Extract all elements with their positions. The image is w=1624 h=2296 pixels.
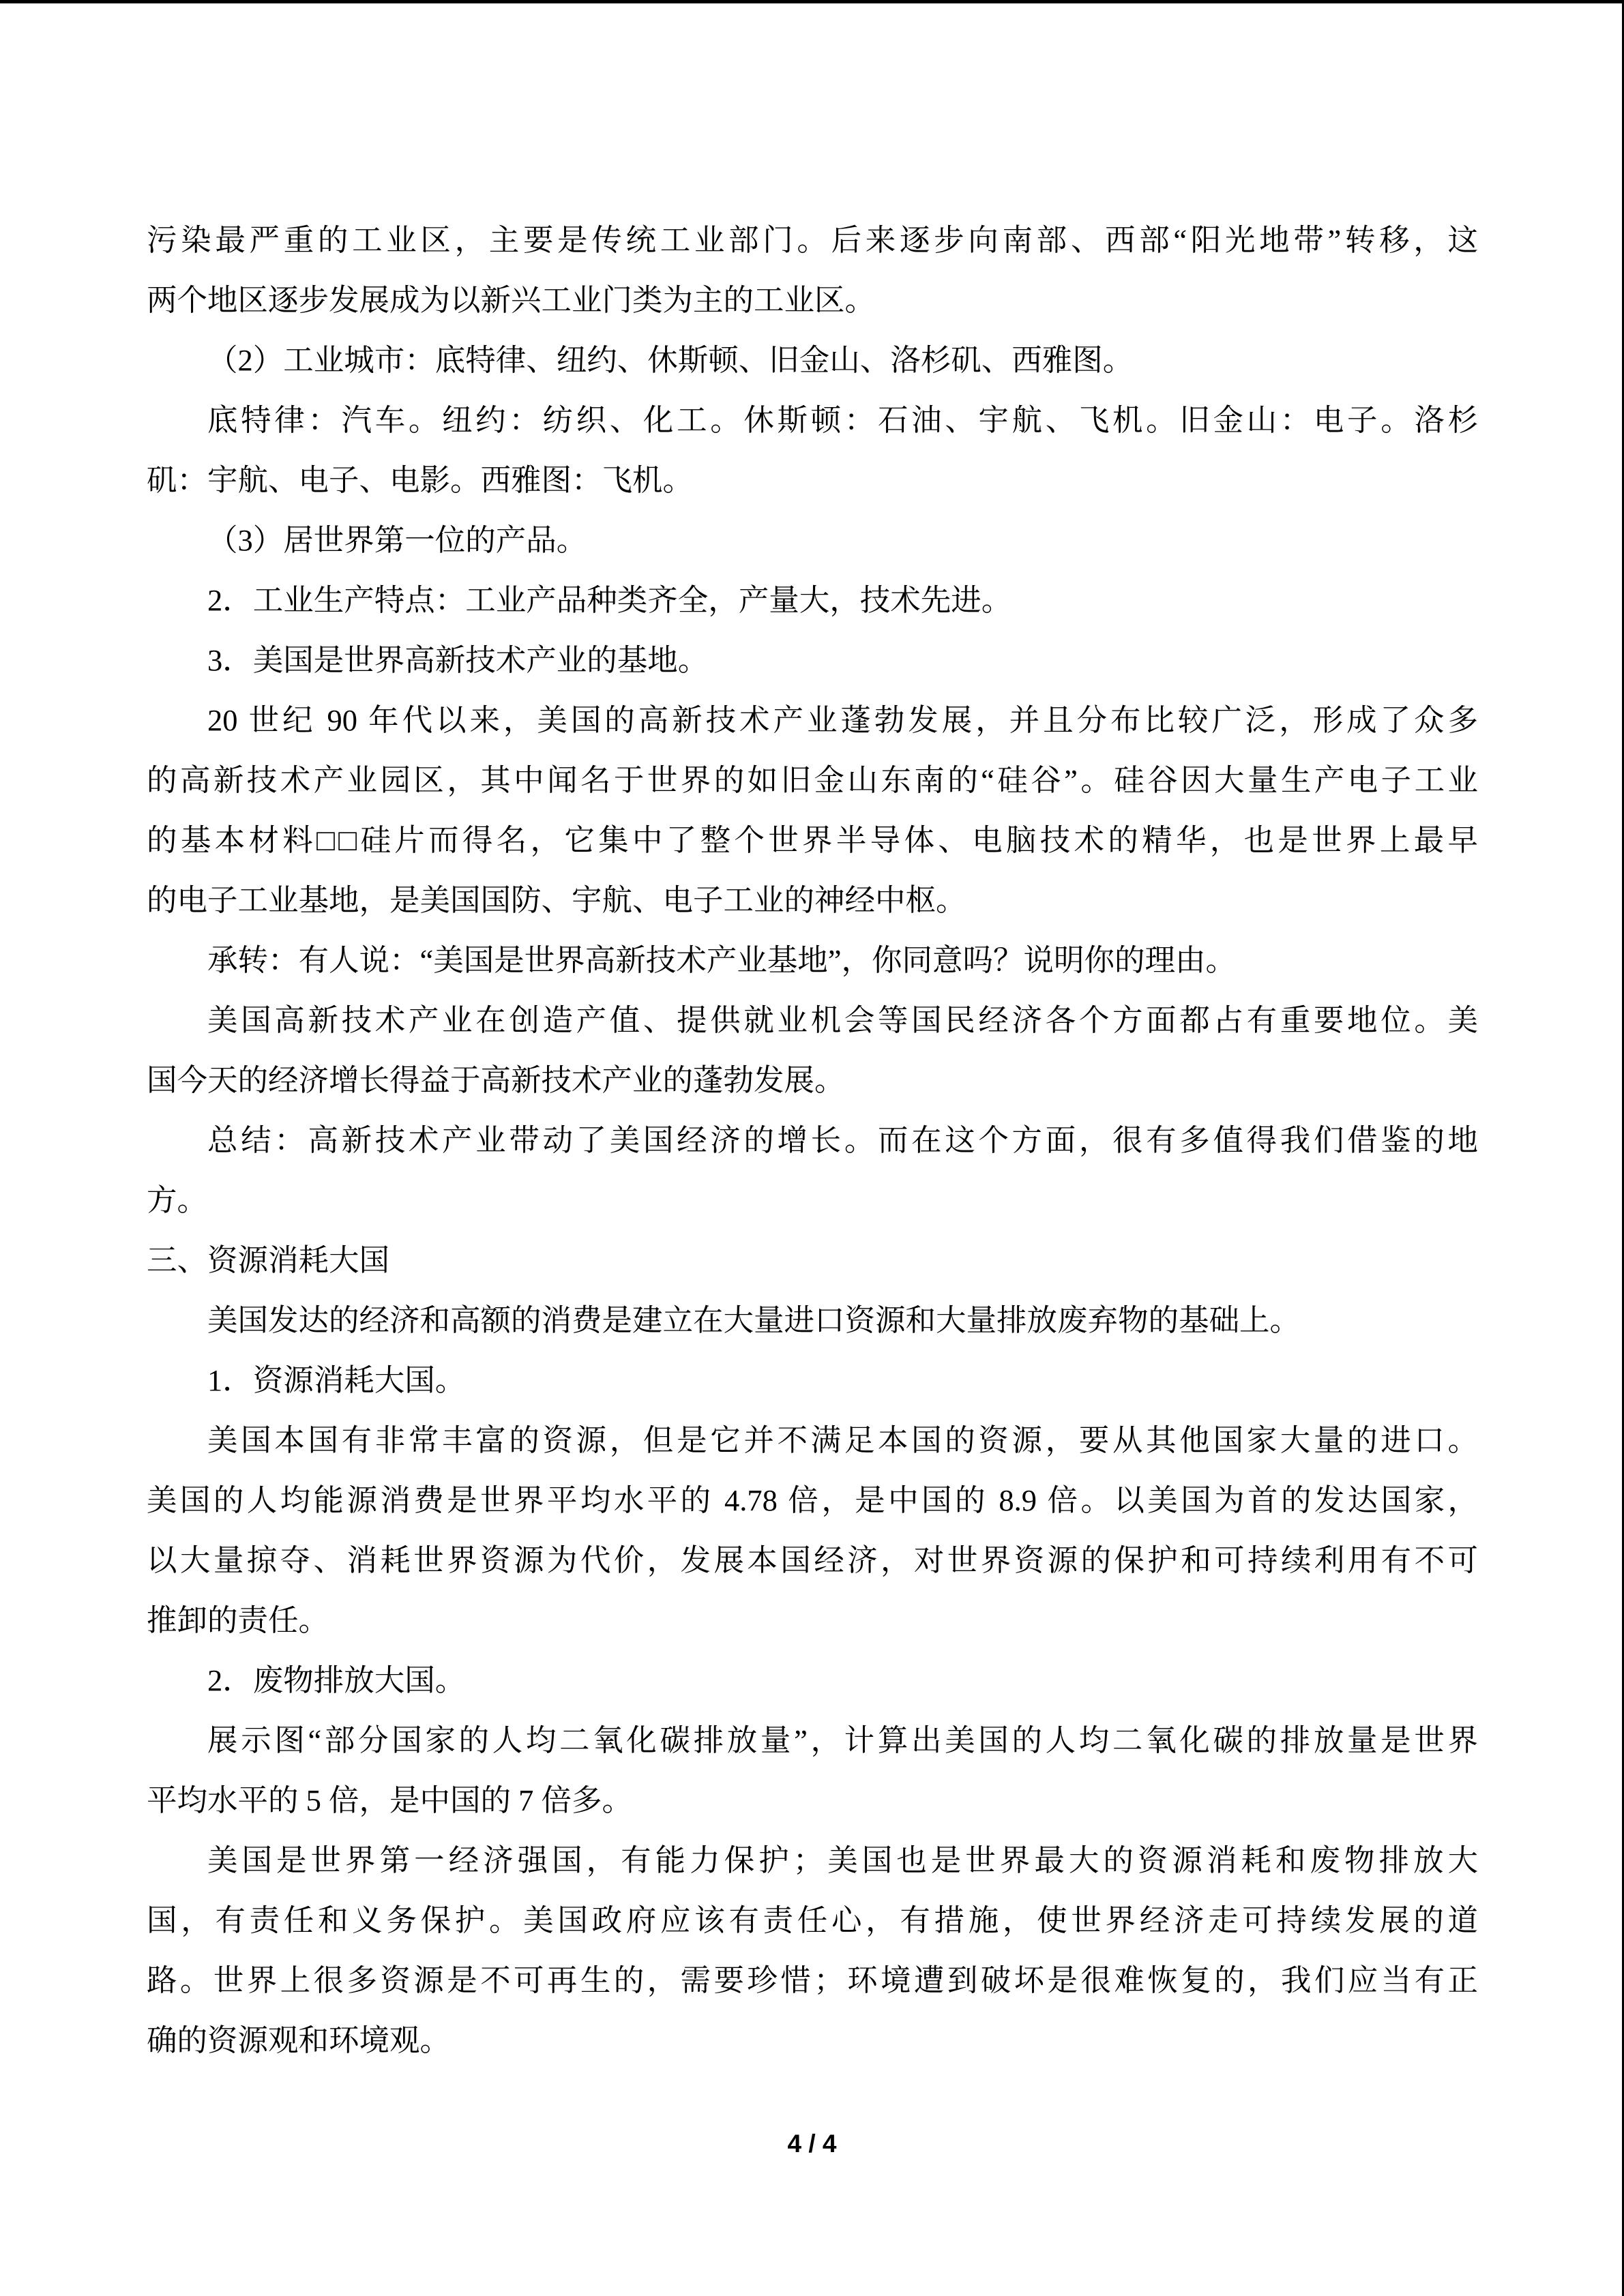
text-line: 污染最严重的工业区，主要是传统工业部门。后来逐步向南部、西部“阳光地带”转移，这	[147, 223, 1478, 257]
text-line: 三、资源消耗大国	[147, 1243, 390, 1277]
text-line: 总结：高新技术产业带动了美国经济的增长。而在这个方面，很有多值得我们借鉴的地	[207, 1123, 1478, 1157]
text-line: 平均水平的 5 倍，是中国的 7 倍多。	[147, 1783, 633, 1817]
text-line: 2．工业生产特点：工业产品种类齐全，产量大，技术先进。	[207, 583, 1012, 617]
text-line: 美国本国有非常丰富的资源，但是它并不满足本国的资源，要从其他国家大量的进口。	[207, 1423, 1478, 1457]
text-line: 底特律：汽车。纽约：纺织、化工。休斯顿：石油、宇航、飞机。旧金山：电子。洛杉	[207, 403, 1478, 437]
text-line: 的电子工业基地，是美国国防、宇航、电子工业的神经中枢。	[147, 883, 966, 917]
text-line: （3）居世界第一位的产品。	[207, 523, 587, 557]
text-line: 的高新技术产业园区，其中闻名于世界的如旧金山东南的“硅谷”。硅谷因大量生产电子工业	[147, 763, 1478, 797]
page-number: 4 / 4	[787, 2130, 837, 2158]
text-line: 方。	[147, 1183, 208, 1217]
text-line: 美国高新技术产业在创造产值、提供就业机会等国民经济各个方面都占有重要地位。美	[207, 1003, 1478, 1037]
text-line: 路。世界上很多资源是不可再生的，需要珍惜；环境遭到破坏是很难恢复的，我们应当有正	[147, 1963, 1478, 1997]
text-line: 国，有责任和义务保护。美国政府应该有责任心，有措施，使世界经济走可持续发展的道	[147, 1903, 1478, 1937]
text-line: 美国是世界第一经济强国，有能力保护；美国也是世界最大的资源消耗和废物排放大	[207, 1843, 1478, 1877]
text-line: 的基本材料□□硅片而得名，它集中了整个世界半导体、电脑技术的精华，也是世界上最早	[147, 823, 1478, 857]
text-line: 两个地区逐步发展成为以新兴工业门类为主的工业区。	[147, 283, 876, 317]
text-line: 国今天的经济增长得益于高新技术产业的蓬勃发展。	[147, 1063, 845, 1097]
text-line: 展示图“部分国家的人均二氧化碳排放量”，计算出美国的人均二氧化碳的排放量是世界	[207, 1723, 1478, 1757]
page-top-border	[0, 0, 1624, 3]
text-line: 3．美国是世界高新技术产业的基地。	[207, 643, 709, 677]
text-line: 2．废物排放大国。	[207, 1663, 466, 1697]
text-line: 承转：有人说：“美国是世界高新技术产业基地”，你同意吗？说明你的理由。	[207, 943, 1237, 977]
text-line: 推卸的责任。	[147, 1603, 329, 1637]
text-line: 美国的人均能源消费是世界平均水平的 4.78 倍，是中国的 8.9 倍。以美国为首的发达国家，	[147, 1483, 1478, 1517]
text-line: 美国发达的经济和高额的消费是建立在大量进口资源和大量排放废弃物的基础上。	[207, 1303, 1301, 1337]
text-line: 1．资源消耗大国。	[207, 1363, 466, 1397]
text-line: （2）工业城市：底特律、纽约、休斯顿、旧金山、洛杉矶、西雅图。	[207, 343, 1134, 377]
document-body	[147, 210, 1478, 2070]
text-line: 以大量掠夺、消耗世界资源为代价，发展本国经济，对世界资源的保护和可持续利用有不可	[147, 1543, 1478, 1577]
text-line: 矶：宇航、电子、电影。西雅图：飞机。	[147, 463, 694, 497]
text-line: 20 世纪 90 年代以来，美国的高新技术产业蓬勃发展，并且分布比较广泛，形成了众多	[207, 703, 1478, 737]
text-line: 确的资源观和环境观。	[147, 2023, 451, 2057]
